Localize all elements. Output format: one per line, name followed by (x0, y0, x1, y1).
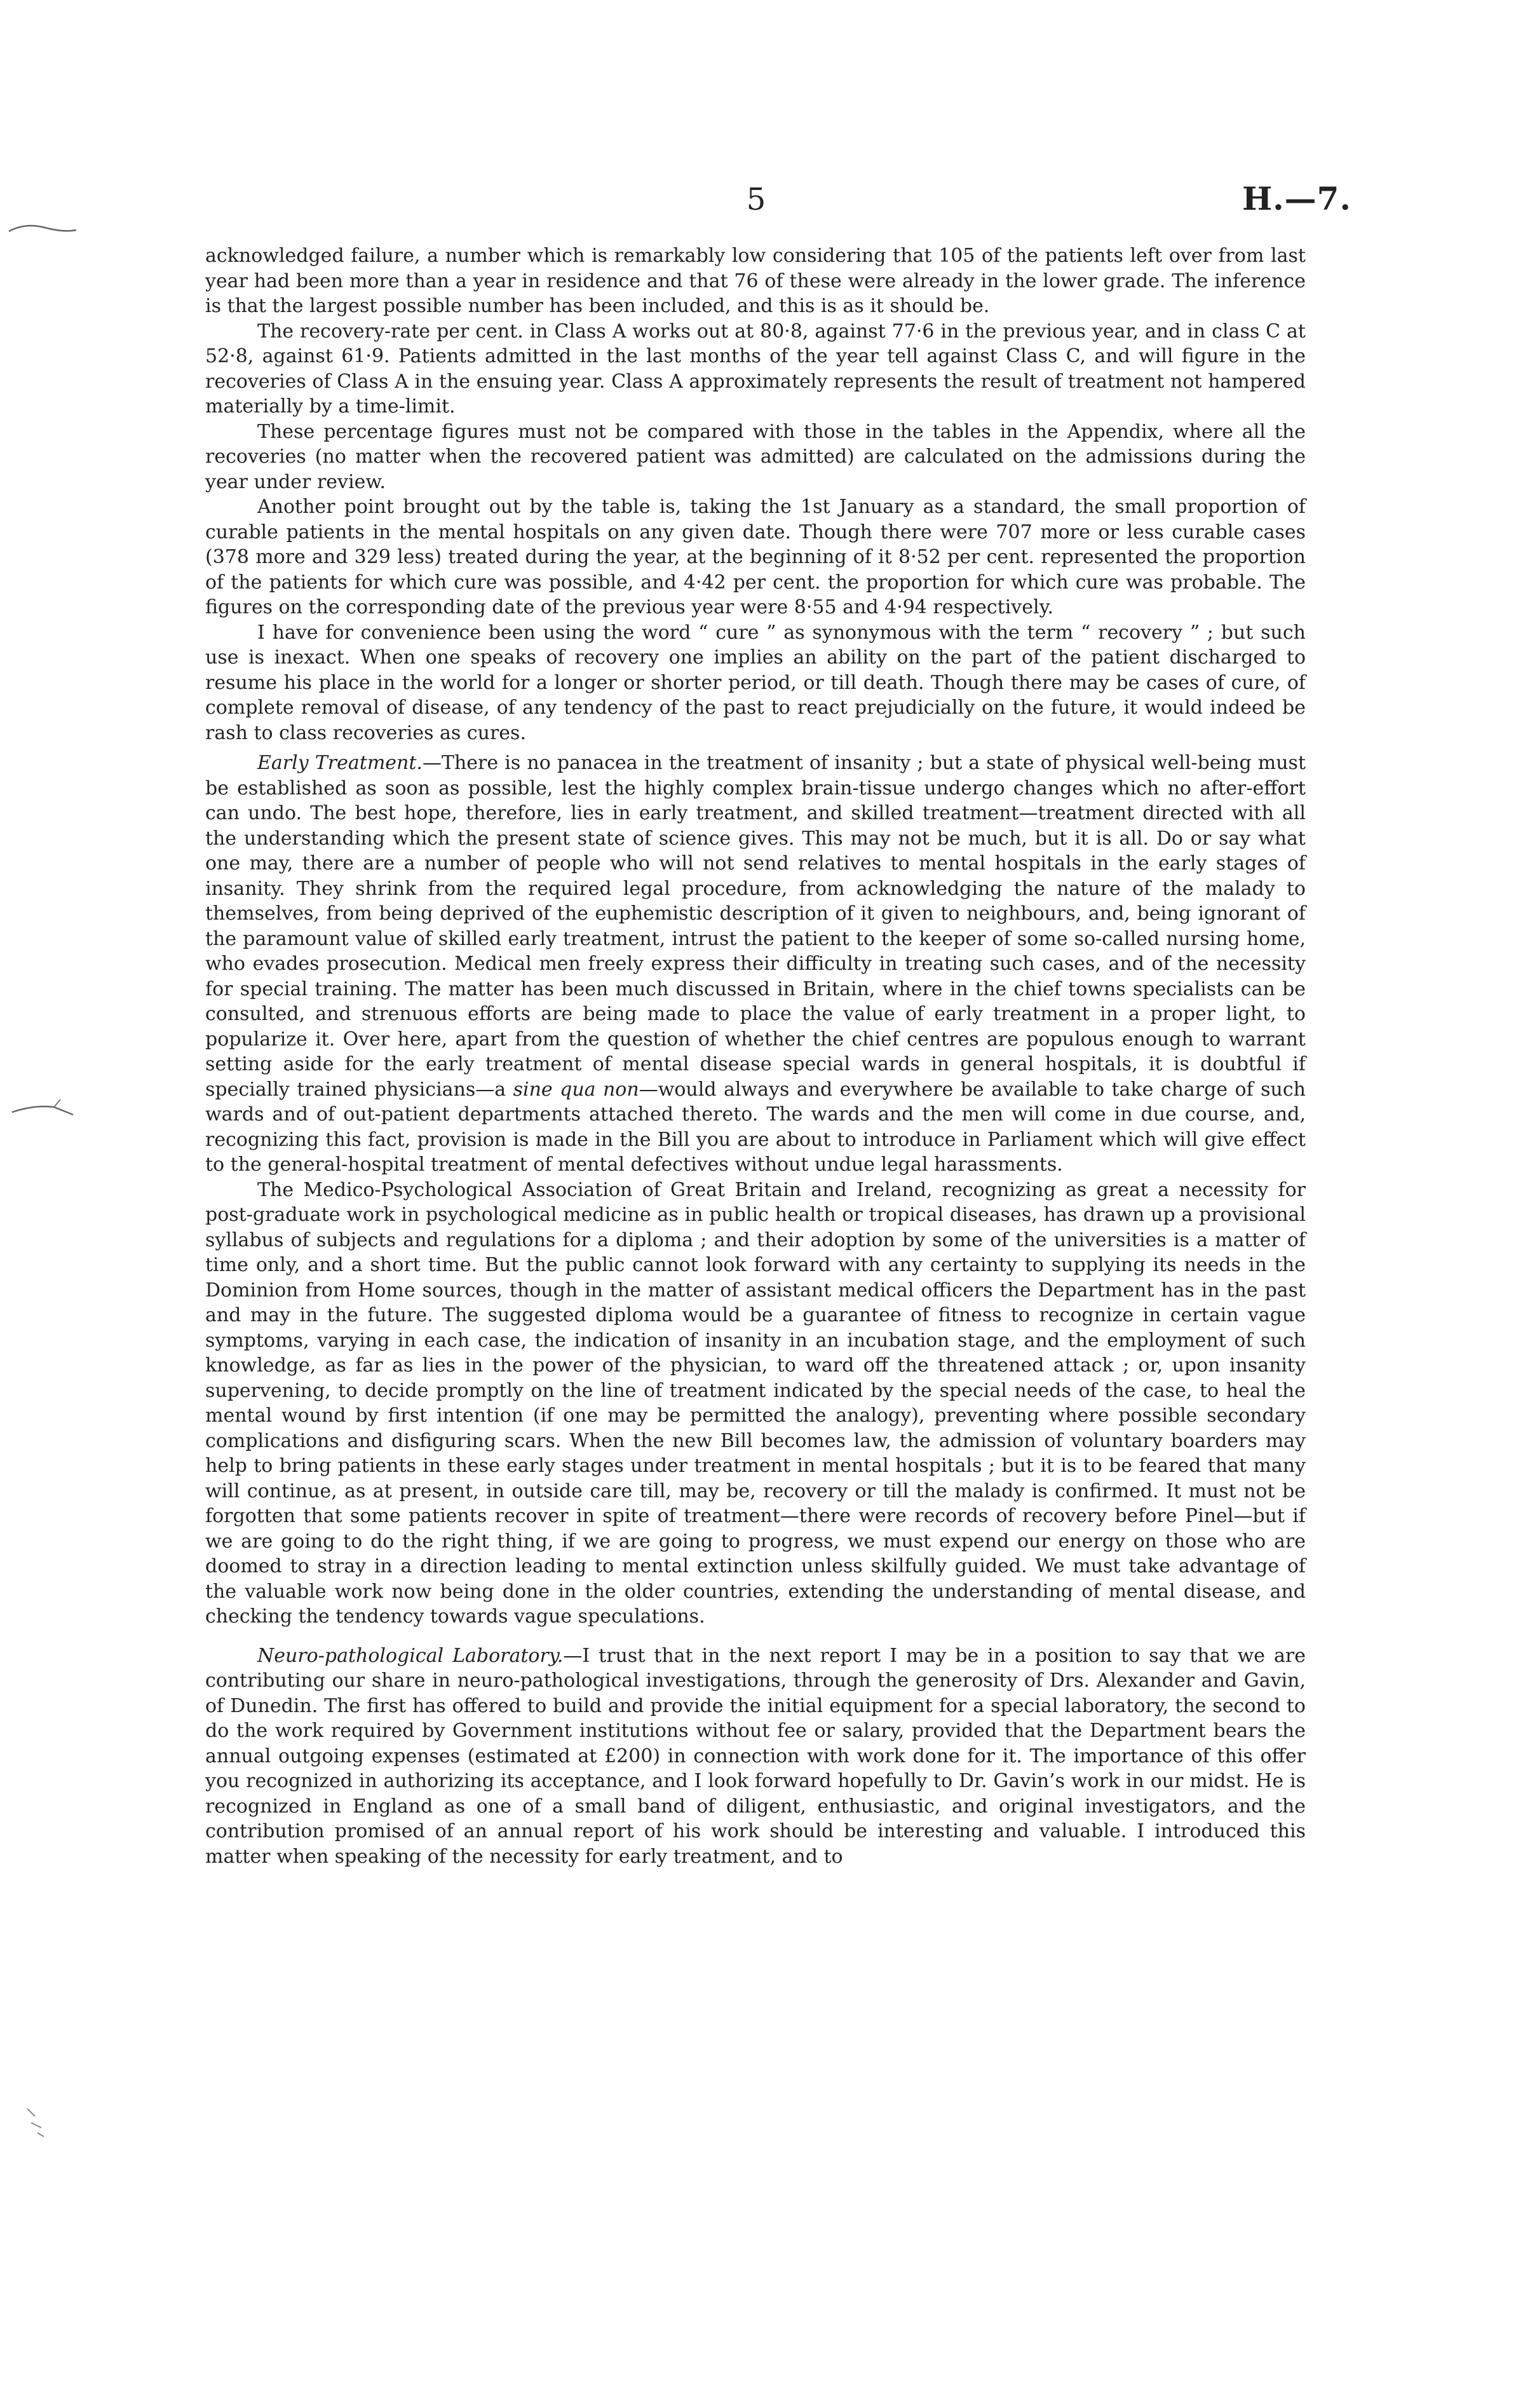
margin-pen-mark-top (6, 216, 83, 241)
paragraph-neuro-pathological (205, 1643, 1306, 1870)
paragraph: The recovery-rate per cent. in Class A works out at 80·8, against 77·6 in the previous year, and in class C at 52·8, against 61·9. Patients admitted in the last months of the year tell against Class C, and will figure in the recoveries of Class A in the ensuing year. Class A approximately represents the result of treatment not hampered materially by a time-limit. (205, 320, 1306, 418)
margin-pen-mark-middle (10, 1093, 79, 1125)
section-heading: Neuro-pathological Laboratory. (257, 1644, 564, 1667)
paragraph-text: —I trust that in the next report I may be in a position to say that we are contributing our share in neuro-pathological investigations, through the generosity of Drs. Alexander and Gavin, of Dunedin. The first has offered to build and provide the initial equipment for a special laboratory, the second to do the work required by Government institutions without fee or salary, provided that the Department bears the annual outgoing expenses (estimated at £200) in connection with work done for it. The importance of this offer you recognized in authorizing its acceptance, and I look forward hopefully to Dr. Gavin’s work in our midst. He is recognized in England as one of a small band of diligent, enthusiastic, and original investigators, and the contribution promised of an annual report of his work should be interesting and valuable. I introduced this matter when speaking of the necessity for early treatment, and to (205, 1644, 1306, 1868)
paragraph: These percentage figures must not be compared with those in the tables in the Appendix, where all the recoveries (no matter when the recovered patient was admitted) are calculated on the admissions during the year under review. (205, 420, 1306, 493)
paragraph-early-treatment (205, 751, 1306, 1178)
page-number: 5 (746, 182, 766, 217)
paragraph: acknowledged failure, a number which is remarkably low considering that 105 of the patients left over from last year had been more than a year in residence and that 76 of these were already in the lower grade. The inference is that the largest possible number has been included, and this is as it should be. (205, 245, 1306, 317)
body-text (205, 243, 1306, 1869)
paragraph: I have for convenience been using the word “ cure ” as synonymous with the term “ recovery ” ; but such use is inexact. When one speaks of recovery one implies an ability on the part of the patient discharged to resume his place in the world for a longer or shorter period, or till death. Though there may be cases of cure, of complete removal of disease, of any tendency of the past to react prejudicially on the future, it would indeed be rash to class recoveries as cures. (205, 621, 1306, 744)
latin-phrase: sine qua non (513, 1078, 639, 1101)
paragraph-text: —There is no panacea in the treatment of insanity ; but a state of physical well-being must be established as soon as possible, lest the highly complex brain-tissue undergo changes which no after-effort can undo. The best hope, therefore, lies in early treatment, and skilled treatment—treatment directed with all the understanding which the present state of science gives. This may not be much, but it is all. Do or say what one may, there are a number of people who will not send relatives to mental hospitals in the early stages of insanity. They shrink from the required legal procedure, from acknowledging the nature of the malady to themselves, from being deprived of the euphemistic description of it given to neighbours, and, being ignorant of the paramount value of skilled early treatment, intrust the patient to the keeper of some so-called nursing home, who evades prosecution. Medical men freely express their difficulty in treating such cases, and of the necessity for special training. The matter has been much discussed in Britain, where in the chief towns specialists can be consulted, and strenuous efforts are being made to place the value of early treatment in a proper light, to popularize it. Over here, apart from the question of whether the chief centres are populous enough to warrant setting aside for the early treatment of mental disease special wards in general hospitals, it is doubtful if specially trained physicians—a (205, 752, 1306, 1101)
document-reference: H.—7. (1242, 180, 1351, 217)
section-heading: Early Treatment. (257, 752, 423, 774)
margin-pen-mark-bottom (22, 2104, 60, 2142)
paragraph: The Medico-Psychological Association of Great Britain and Ireland, recognizing as great a necessity for post-graduate work in psychological medicine as in public health or tropical diseases, has drawn up a provisional syllabus of subjects and regulations for a diploma ; and their adoption by some of the universities is a matter of time only, and a short time. But the public cannot look forward with any certainty to supplying its needs in the Dominion from Home sources, though in the matter of assistant medical officers the Department has in the past and may in the future. The suggested diploma would be a guarantee of fitness to recognize in certain vague symptoms, varying in each case, the indication of insanity in an incubation stage, and the employment of such knowledge, as far as lies in the power of the physician, to ward off the threatened attack ; or, upon insanity supervening, to decide promptly on the line of treatment indicated by the special needs of the case, to heal the mental wound by first intention (if one may be permitted the analogy), preventing where possible secondary complications and disfiguring scars. When the new Bill becomes law, the admission of voluntary boarders may help to bring patients in these early stages under treatment in mental hospitals ; but it is to be feared that many will continue, as at present, in outside care till, may be, recovery or till the malady is confirmed. It must not be forgotten that some patients recover in spite of treatment—there were records of recovery before Pinel—but if we are going to do the right thing, if we are going to progress, we must expend our energy on those who are doomed to stray in a direction leading to mental extinction unless skilfully guided. We must take advantage of the valuable work now being done in the older countries, extending the understanding of mental disease, and checking the tendency towards vague speculations. (205, 1178, 1306, 1628)
paragraph-text: —would always and everywhere be available to take charge of such wards and of out-patient departments attached thereto. The wards and the men will come in due course, and, recognizing this fact, provision is made in the Bill you are about to introduce in Parliament which will give effect to the general-hospital treatment of mental defectives without undue legal harassments. (205, 1078, 1306, 1176)
paragraph: Another point brought out by the table is, taking the 1st January as a standard, the small proportion of curable patients in the mental hospitals on any given date. Though there were 707 more or less curable cases (378 more and 329 less) treated during the year, at the beginning of it 8·52 per cent. represented the proportion of the patients for which cure was possible, and 4·42 per cent. the proportion for which cure was probable. The figures on the corresponding date of the previous year were 8·55 and 4·94 respectively. (205, 496, 1306, 618)
